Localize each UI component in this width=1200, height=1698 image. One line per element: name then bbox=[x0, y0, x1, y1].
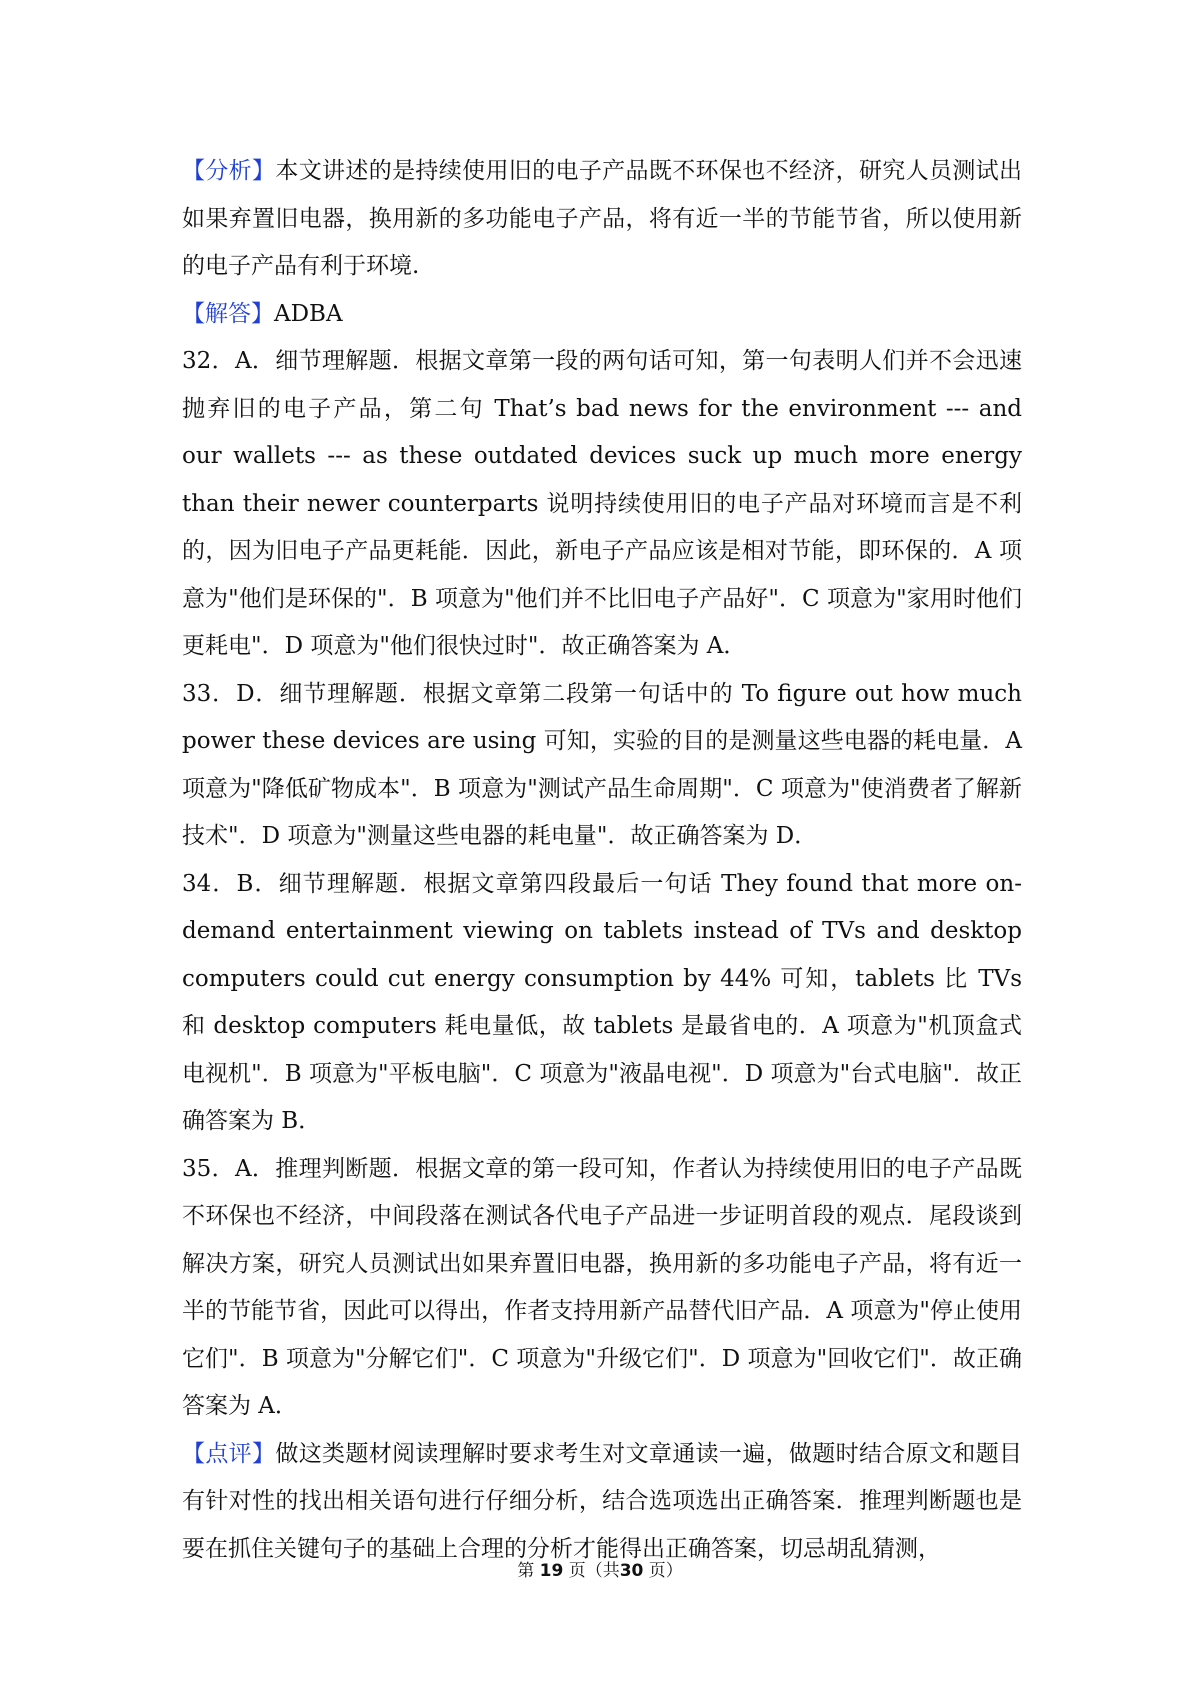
analysis-tag: 【分析】 bbox=[182, 158, 276, 184]
explanation-33: 33．D．细节理解题．根据文章第二段第一句话中的 To figure out how much power these devices are using 可知，实验的目的是测量这些电器的耗电量．A 项意为"降低矿物成本"．B 项意为"测试产品生命周期"．C 项意为"使消费者了解新技术"．D 项意为"测量这些电器的耗电量"．故正确答案为 D． bbox=[182, 680, 1022, 849]
comment-paragraph bbox=[182, 1431, 1022, 1574]
footer-suffix: 页） bbox=[648, 1561, 683, 1581]
answer-paragraph bbox=[182, 291, 1022, 339]
answer-tag: 【解答】 bbox=[182, 300, 274, 327]
analysis-text: 本文讲述的是持续使用旧的电子产品既不环保也不经济，研究人员测试出如果弃置旧电器，换用新的多功能电子产品，将有近一半的节能节省，所以使用新的电子产品有利于环境. bbox=[182, 158, 1023, 279]
page-footer bbox=[0, 1556, 1200, 1581]
footer-page-number: 19 bbox=[539, 1561, 564, 1581]
footer-prefix: 第 bbox=[517, 1561, 535, 1581]
page-content bbox=[182, 148, 1022, 1573]
footer-total-pages: 30 bbox=[619, 1561, 644, 1581]
comment-text: 做这类题材阅读理解时要求考生对文章通读一遍，做题时结合原文和题目有针对性的找出相关语句进行仔细分析，结合选项选出正确答案．推理判断题也是要在抓住关键句子的基础上合理的分析才能得出正确答案，切忌胡乱猜测， bbox=[182, 1440, 1023, 1562]
comment-tag: 【点评】 bbox=[182, 1440, 276, 1467]
footer-middle: 页（共 bbox=[568, 1561, 620, 1581]
explanation-34: 34．B．细节理解题．根据文章第四段最后一句话 They found that more on-demand entertainment viewing on tablets instead of TVs and desktop computers could cut energy consumption by 44% 可知，tablets 比 TVs 和 desktop computers 耗电量低，故 tablets 是最省电的．A 项意为"机顶盒式电视机"．B 项意为"平板电脑"．C 项意为"液晶电视"．D 项意为"台式电脑"．故正确答案为 B． bbox=[182, 870, 1022, 1134]
analysis-paragraph bbox=[182, 148, 1022, 291]
answer-text: ADBA bbox=[274, 300, 343, 327]
explanation-32: 32．A．细节理解题．根据文章第一段的两句话可知，第一句表明人们并不会迅速抛弃旧的电子产品，第二句 That’s bad news for the environment --- and our wallets --- as these outdated devices suck up much more energy than their newer counterparts 说明持续使用旧的电子产品对环境而言是不利的，因为旧电子产品更耗能．因此，新电子产品应该是相对节能，即环保的．A 项意为"他们是环保的"．B 项意为"他们并不比旧电子产品好"．C 项意为"家用时他们更耗电"．D 项意为"他们很快过时"．故正确答案为 A． bbox=[182, 348, 1022, 659]
explanation-35: 35．A．推理判断题．根据文章的第一段可知，作者认为持续使用旧的电子产品既不环保也不经济，中间段落在测试各代电子产品进一步证明首段的观点．尾段谈到解决方案，研究人员测试出如果弃置旧电器，换用新的多功能电子产品，将有近一半的节能节省，因此可以得出，作者支持用新产品替代旧产品．A 项意为"停止使用它们"．B 项意为"分解它们"．C 项意为"升级它们"．D 项意为"回收它们"．故正确答案为 A． bbox=[182, 1155, 1022, 1419]
